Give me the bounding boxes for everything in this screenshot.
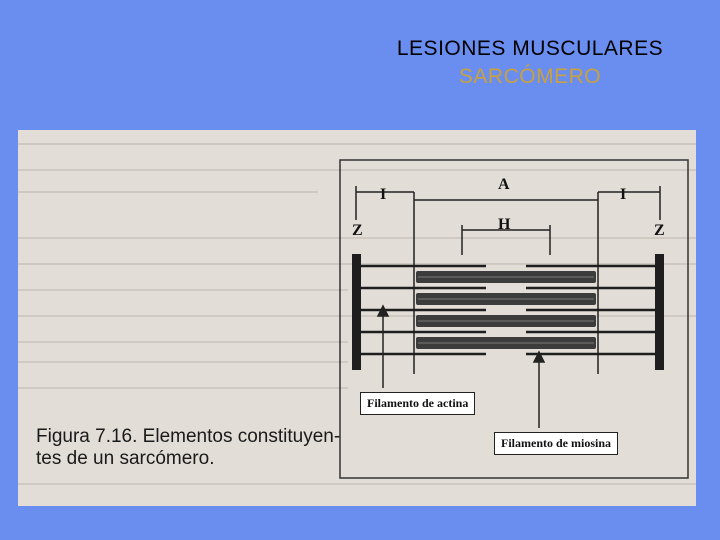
figure-caption xyxy=(36,426,341,470)
label-h: H xyxy=(498,216,511,233)
slide-subtitle: SARCÓMERO xyxy=(458,65,602,88)
label-z-right: Z xyxy=(654,222,665,239)
slide-title: LESIONES MUSCULARES xyxy=(396,37,664,60)
myosin-filament-tag: Filamento de miosina xyxy=(494,432,618,455)
caption-line-1: Figura 7.16. Elementos constituyen- xyxy=(36,426,341,447)
label-z-left: Z xyxy=(352,222,363,239)
z-line-left xyxy=(352,254,361,370)
label-i-left: I xyxy=(380,186,387,203)
label-a: A xyxy=(498,176,510,193)
caption-line-2: tes de un sarcómero. xyxy=(36,448,215,469)
z-line-right xyxy=(655,254,664,370)
label-i-right: I xyxy=(620,186,627,203)
actin-filament-tag: Filamento de actina xyxy=(360,392,475,415)
scanned-figure xyxy=(18,130,696,506)
